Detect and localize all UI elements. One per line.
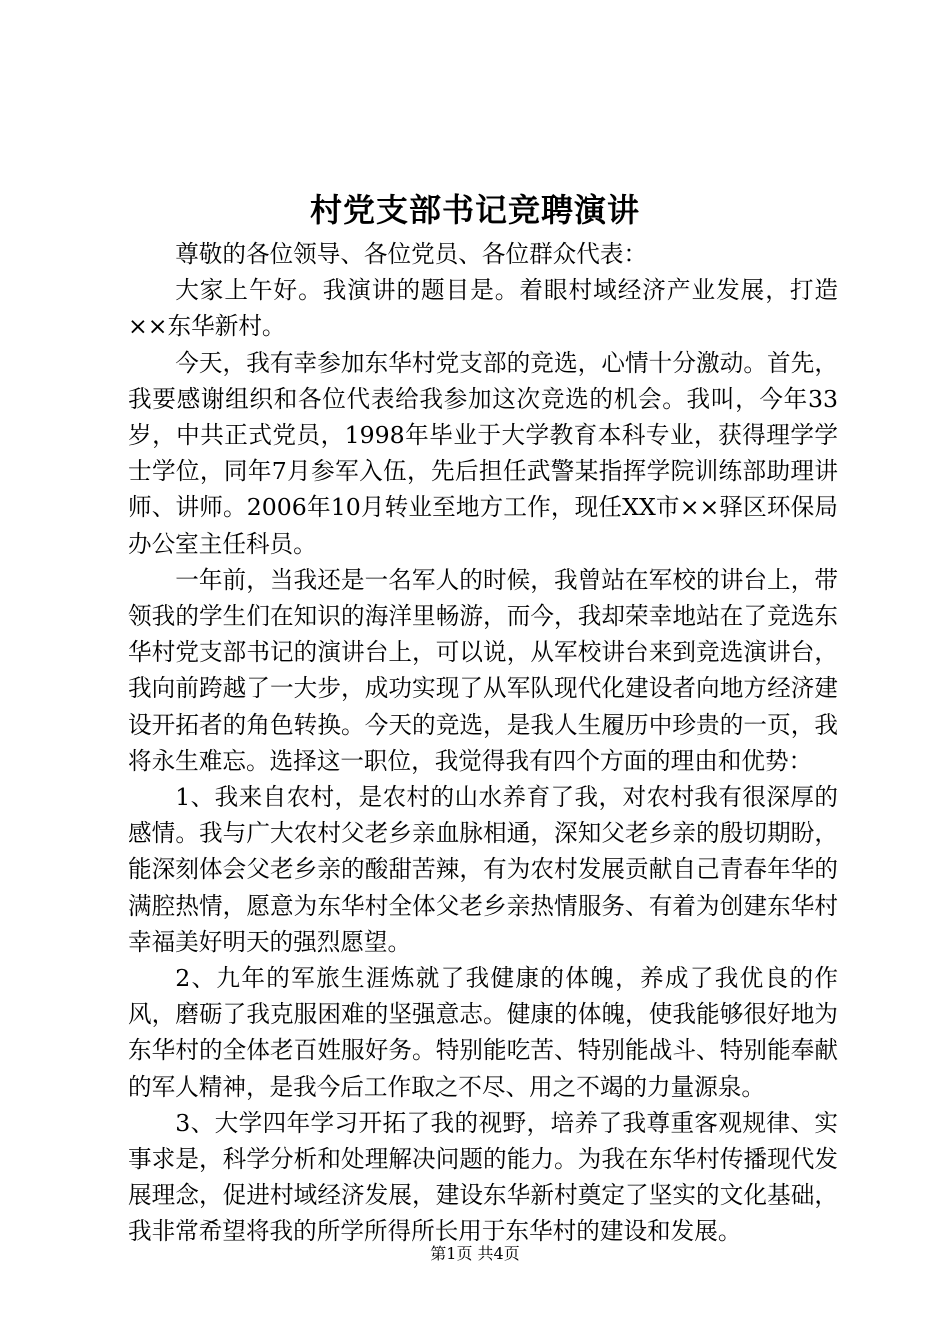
reason-one-paragraph: 1、我来自农村，是农村的山水养育了我，对农村我有很深厚的感情。我与广大农村父老乡亲血脉相通，深知父老乡亲的殷切期盼，能深刻体会父老乡亲的酸甜苦辣，有为农村发展贡献自己青春年华的满腔热情，愿意为东华村全体父老乡亲热情服务、有着为创建东华村幸福美好明天的强烈愿望。 xyxy=(128,783,838,956)
introduction-paragraph: 今天，我有幸参加东华村党支部的竞选，心情十分激动。首先，我要感谢组织和各位代表给我参加这次竞选的机会。我叫，今年33岁，中共正式党员，1998年毕业于大学教育本科专业，获得理学学士学位，同年7月参军入伍，先后担任武警某指挥学院训练部助理讲师、讲师。2006年10月转业至地方工作，现任XX市××驿区环保局办公室主任科员。 xyxy=(128,348,838,558)
document-title: 村党支部书记竞聘演讲 xyxy=(309,191,640,229)
greeting-paragraph: 大家上午好。我演讲的题目是。着眼村域经济产业发展，打造××东华新村。 xyxy=(128,276,838,341)
reason-two-paragraph: 2、九年的军旅生涯炼就了我健康的体魄，养成了我优良的作风，磨砺了我克服困难的坚强意志。健康的体魄，使我能够很好地为东华村的全体老百姓服好务。特别能吃苦、特别能战斗、特别能奉献的军人精神，是我今后工作取之不尽、用之不竭的力量源泉。 xyxy=(128,964,838,1101)
page-number-footer: 第1页 共4页 xyxy=(430,1244,520,1263)
reason-three-paragraph: 3、大学四年学习开拓了我的视野，培养了我尊重客观规律、实事求是，科学分析和处理解决问题的能力。为我在东华村传播现代发展理念，促进村域经济发展，建设东华新村奠定了坚实的文化基础，我非常希望将我的所学所得所长用于东华村的建设和发展。 xyxy=(128,1108,838,1246)
document-body xyxy=(128,236,838,1250)
salutation-paragraph: 尊敬的各位领导、各位党员、各位群众代表： xyxy=(175,240,648,268)
background-paragraph: 一年前，当我还是一名军人的时候，我曾站在军校的讲台上，带领我的学生们在知识的海洋里畅游，而今，我却荣幸地站在了竞选东华村党支部书记的演讲台上，可以说，从军校讲台来到竞选演讲台，我向前跨越了一大步，成功实现了从军队现代化建设者向地方经济建设开拓者的角色转换。今天的竞选，是我人生履历中珍贵的一页，我将永生难忘。选择这一职位，我觉得我有四个方面的理由和优势： xyxy=(128,565,838,775)
